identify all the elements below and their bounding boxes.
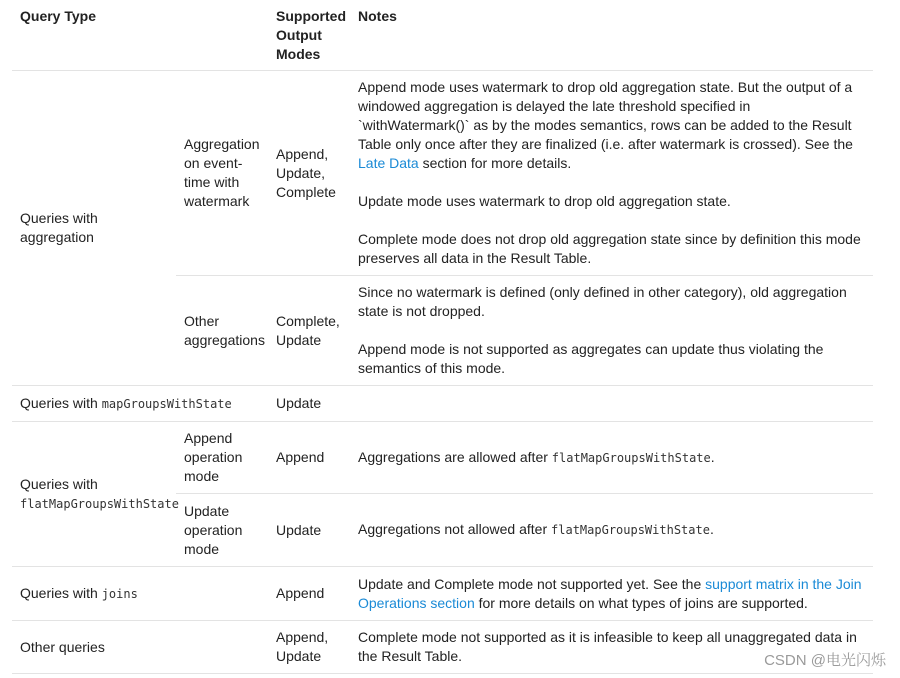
- table-row: [12, 621, 873, 674]
- notes: Update and Complete mode not supported yet. See the support matrix in the Join Operations section for more details on what types of joins are supported.: [350, 567, 873, 621]
- query-type: Queries with flatMapGroupsWithState: [12, 422, 176, 567]
- notes: Aggregations not allowed after flatMapGroupsWithState.: [350, 494, 873, 567]
- sub-type: Other aggregations: [176, 276, 268, 386]
- note-text: Update mode uses watermark to drop old aggregation state.: [358, 193, 731, 209]
- modes: Complete, Update: [268, 276, 350, 386]
- query-type: Queries with mapGroupsWithState: [12, 386, 268, 422]
- sub-type: Append operation mode: [176, 422, 268, 494]
- note-text: Append mode is not supported as aggregates can update thus violating the semantics of this mode.: [358, 341, 824, 376]
- note-text: Complete mode does not drop old aggregation state since by definition this mode preserves all data in the Result Table.: [358, 231, 861, 266]
- join-support-matrix-link[interactable]: support matrix in the Join Operations section: [358, 575, 862, 611]
- modes: Append: [268, 422, 350, 494]
- note-text: Since no watermark is defined (only defined in other category), old aggregation state is not dropped.: [358, 284, 847, 319]
- modes: Append, Update: [268, 621, 350, 674]
- note-text: Append mode uses watermark to drop old aggregation state. But the output of a windowed aggregation is delayed the late threshold specified in `withWatermark()` as by the modes semantics, rows can be added to the Result Table only once after they are finalized (i.e. after watermark is crossed). See the: [358, 79, 853, 152]
- query-type: Queries with joins: [12, 567, 268, 621]
- table-row: [12, 567, 873, 621]
- header-query-type: Query Type: [12, 0, 268, 71]
- table-row: [12, 71, 873, 276]
- csdn-watermark: CSDN @电光闪烁: [764, 652, 886, 669]
- modes: Append, Update, Complete: [268, 71, 350, 276]
- table-row: [12, 386, 873, 422]
- late-data-link[interactable]: Late Data: [358, 155, 419, 171]
- query-type: Other queries: [12, 621, 268, 674]
- notes: [350, 71, 873, 276]
- modes: Append: [268, 567, 350, 621]
- query-type: Queries with aggregation: [12, 71, 176, 386]
- header-notes: Notes: [350, 0, 873, 71]
- table-row: [12, 422, 873, 494]
- modes: Update: [268, 494, 350, 567]
- notes: Aggregations are allowed after flatMapGroupsWithState.: [350, 422, 873, 494]
- code: flatMapGroupsWithState: [20, 496, 179, 511]
- notes: [350, 386, 873, 422]
- header-modes: Supported Output Modes: [268, 0, 350, 71]
- sub-type: Aggregation on event-time with watermark: [176, 71, 268, 276]
- modes: Update: [268, 386, 350, 422]
- code: flatMapGroupsWithState: [551, 523, 710, 537]
- code: joins: [101, 586, 138, 601]
- code: flatMapGroupsWithState: [551, 450, 711, 465]
- code: mapGroupsWithState: [101, 396, 232, 411]
- notes: [350, 276, 873, 386]
- output-modes-table: [12, 0, 873, 674]
- note-text: section for more details.: [418, 155, 572, 171]
- sub-type: Update operation mode: [176, 494, 268, 567]
- header-row: [12, 0, 873, 71]
- notes: Complete mode not supported as it is infeasible to keep all unaggregated data in the Result Table.: [350, 621, 873, 674]
